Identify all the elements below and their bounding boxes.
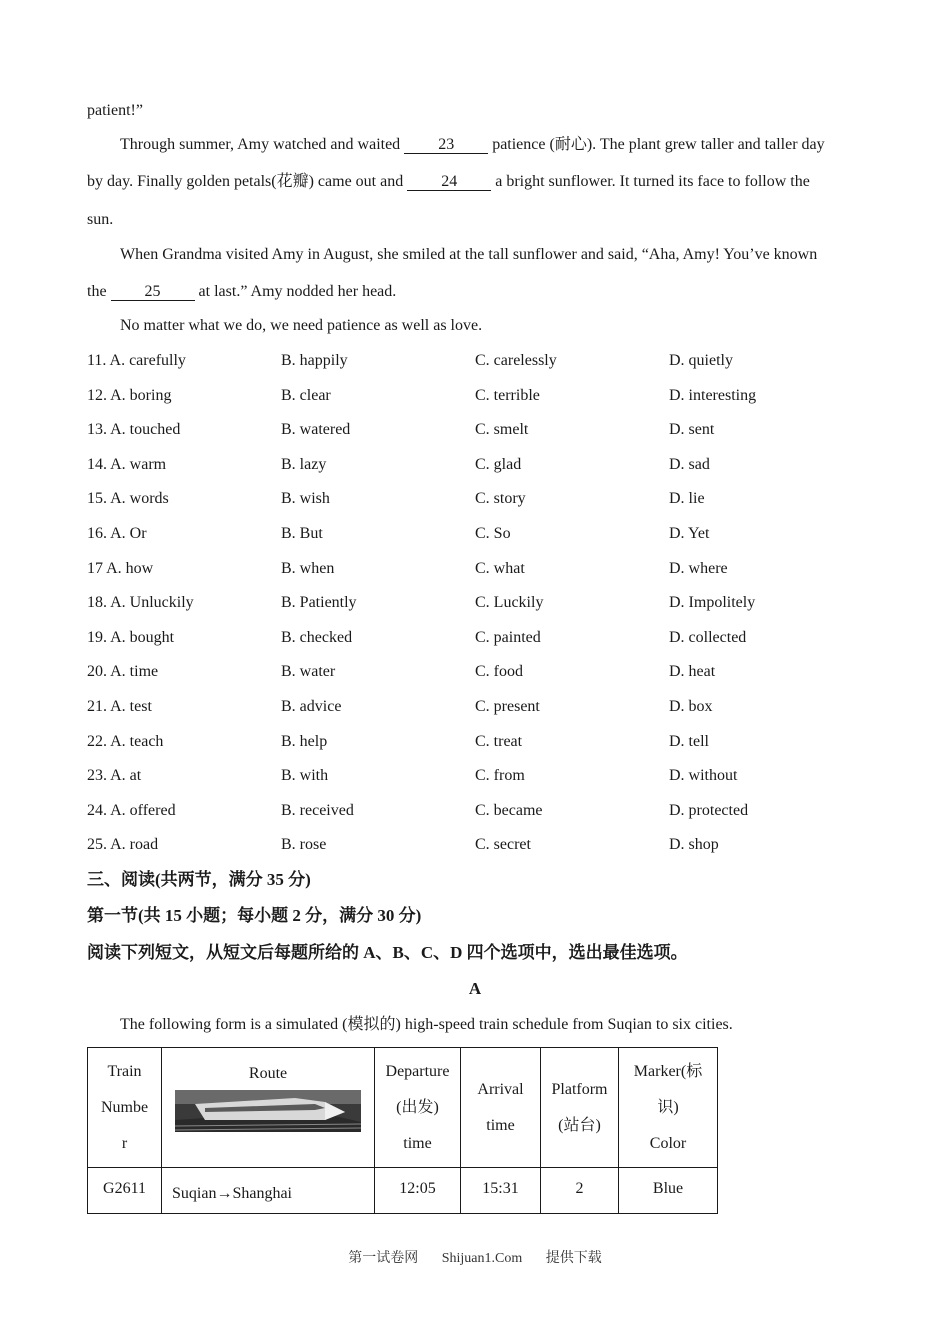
blank-23: 23 [404,136,488,154]
header-platform [541,1048,619,1168]
section-heading: 三、阅读(共两节，满分 35 分) [87,870,311,889]
passage-text: the [87,283,111,300]
passage-text: patience (耐心). The plant grew taller and taller day [488,136,825,153]
question-option: D. without [669,767,738,784]
header-text: Numbe [100,1098,149,1116]
high-speed-train-image [175,1090,361,1132]
question-option: 13. A. touched [87,421,181,438]
question-option: D. Impolitely [669,594,756,611]
question-option: 18. A. Unluckily [87,594,194,611]
question-option: B. lazy [281,456,327,473]
question-option: C. from [475,767,525,784]
question-option: D. Yet [669,525,710,542]
blank-25: 25 [111,283,195,301]
cell-route: Suqian→Shanghai [162,1168,375,1214]
question-option: C. carelessly [475,352,557,369]
header-text: Arrival [477,1080,524,1098]
header-arrival [461,1048,541,1168]
question-option: 23. A. at [87,767,142,784]
table-header-row [88,1048,718,1168]
header-text: r [121,1134,128,1152]
passage-text: at last.” Amy nodded her head. [194,283,397,300]
section-subheading: 第一节(共 15 小题；每小题 2 分，满分 30 分) [87,906,422,925]
question-option: D. collected [669,629,747,646]
question-option: C. present [475,698,540,715]
question-option: D. heat [669,663,716,680]
question-option: 16. A. Or [87,525,147,542]
question-option: B. But [281,525,323,542]
cell-platform: 2 [541,1168,619,1214]
question-option: C. painted [475,629,541,646]
question-option: 12. A. boring [87,387,172,404]
footer-site: 第一试卷网 [348,1251,419,1266]
table-row [88,1168,718,1214]
question-option: D. where [669,560,728,577]
question-option: C. terrible [475,387,540,404]
question-option: 19. A. bought [87,629,175,646]
passage-text: Through summer, Amy watched and waited [120,136,405,153]
header-marker-color [619,1048,718,1168]
header-text: (出发) [396,1098,439,1116]
header-text: Departure [385,1062,450,1080]
question-option: B. happily [281,352,348,369]
question-option: B. with [281,767,329,784]
header-text: 识) [657,1098,679,1116]
passage-paragraph-2: When Grandma visited Amy in August, she smiled at the tall sunflower and said, “Aha, Amy! You’ve known [120,246,818,263]
question-option: 20. A. time [87,663,159,680]
header-text: Marker(标 [633,1062,703,1080]
question-option: B. wish [281,490,330,507]
question-option: 21. A. test [87,698,152,715]
header-train-number [88,1048,162,1168]
question-option: D. protected [669,802,749,819]
question-option: 25. A. road [87,836,159,853]
header-text: time [403,1134,432,1152]
question-option: D. sent [669,421,715,438]
question-option: D. quietly [669,352,733,369]
question-option: C. secret [475,836,531,853]
question-option: B. rose [281,836,327,853]
question-option: D. interesting [669,387,757,404]
question-option: D. lie [669,490,705,507]
question-option: B. water [281,663,336,680]
question-option: C. treat [475,733,523,750]
question-option: D. tell [669,733,709,750]
question-option: B. checked [281,629,353,646]
page-footer [0,1247,950,1267]
passage-line [87,282,396,302]
passage-line: patient!” [87,102,143,119]
question-option: B. Patiently [281,594,357,611]
question-option: B. watered [281,421,351,438]
header-text: (站台) [558,1116,601,1134]
question-option: B. when [281,560,335,577]
question-option: 17 A. how [87,560,154,577]
question-option: D. sad [669,456,710,473]
question-option: D. shop [669,836,719,853]
question-option: 24. A. offered [87,802,176,819]
header-text: Train [107,1062,142,1080]
passage-line: sun. [87,211,114,228]
blank-24: 24 [407,173,491,191]
question-option: C. So [475,525,511,542]
passage-paragraph-3: No matter what we do, we need patience as well as love. [120,317,483,334]
footer-note: 提供下载 [545,1251,602,1266]
part-label: A [468,979,482,998]
header-route [162,1048,375,1168]
header-departure [375,1048,461,1168]
question-option: C. glad [475,456,522,473]
question-option: C. food [475,663,523,680]
question-option: B. advice [281,698,342,715]
passage-text: by day. Finally golden petals(花瓣) came out and [87,173,408,190]
cell-arrival: 15:31 [461,1168,541,1214]
question-option: 15. A. words [87,490,169,507]
passage-text: a bright sunflower. It turned its face to follow the [491,173,810,190]
header-text: time [486,1116,515,1134]
question-option: 14. A. warm [87,456,167,473]
cell-departure: 12:05 [375,1168,461,1214]
question-option: C. became [475,802,543,819]
passage-intro: The following form is a simulated (模拟的) high-speed train schedule from Suqian to six cities. [120,1016,733,1033]
section-instruction: 阅读下列短文，从短文后每题所给的 A、B、C、D 四个选项中，选出最佳选项。 [87,943,688,962]
question-option: B. received [281,802,354,819]
question-option: C. Luckily [475,594,544,611]
question-option: D. box [669,698,713,715]
footer-domain: Shijuan1.Com [441,1251,523,1266]
question-option: B. clear [281,387,331,404]
train-schedule-table [87,1047,718,1214]
question-option: 22. A. teach [87,733,164,750]
question-option: C. smelt [475,421,529,438]
question-option: 11. A. carefully [87,352,186,369]
cell-marker-color: Blue [619,1168,718,1214]
cell-train-number: G2611 [88,1168,162,1214]
question-option: C. story [475,490,526,507]
header-text: Route [248,1065,288,1082]
question-option: C. what [475,560,525,577]
header-text: Platform [551,1080,608,1098]
question-option: B. help [281,733,328,750]
passage-paragraph-1 [120,135,825,155]
header-text: Color [649,1134,687,1152]
passage-line [87,172,810,192]
